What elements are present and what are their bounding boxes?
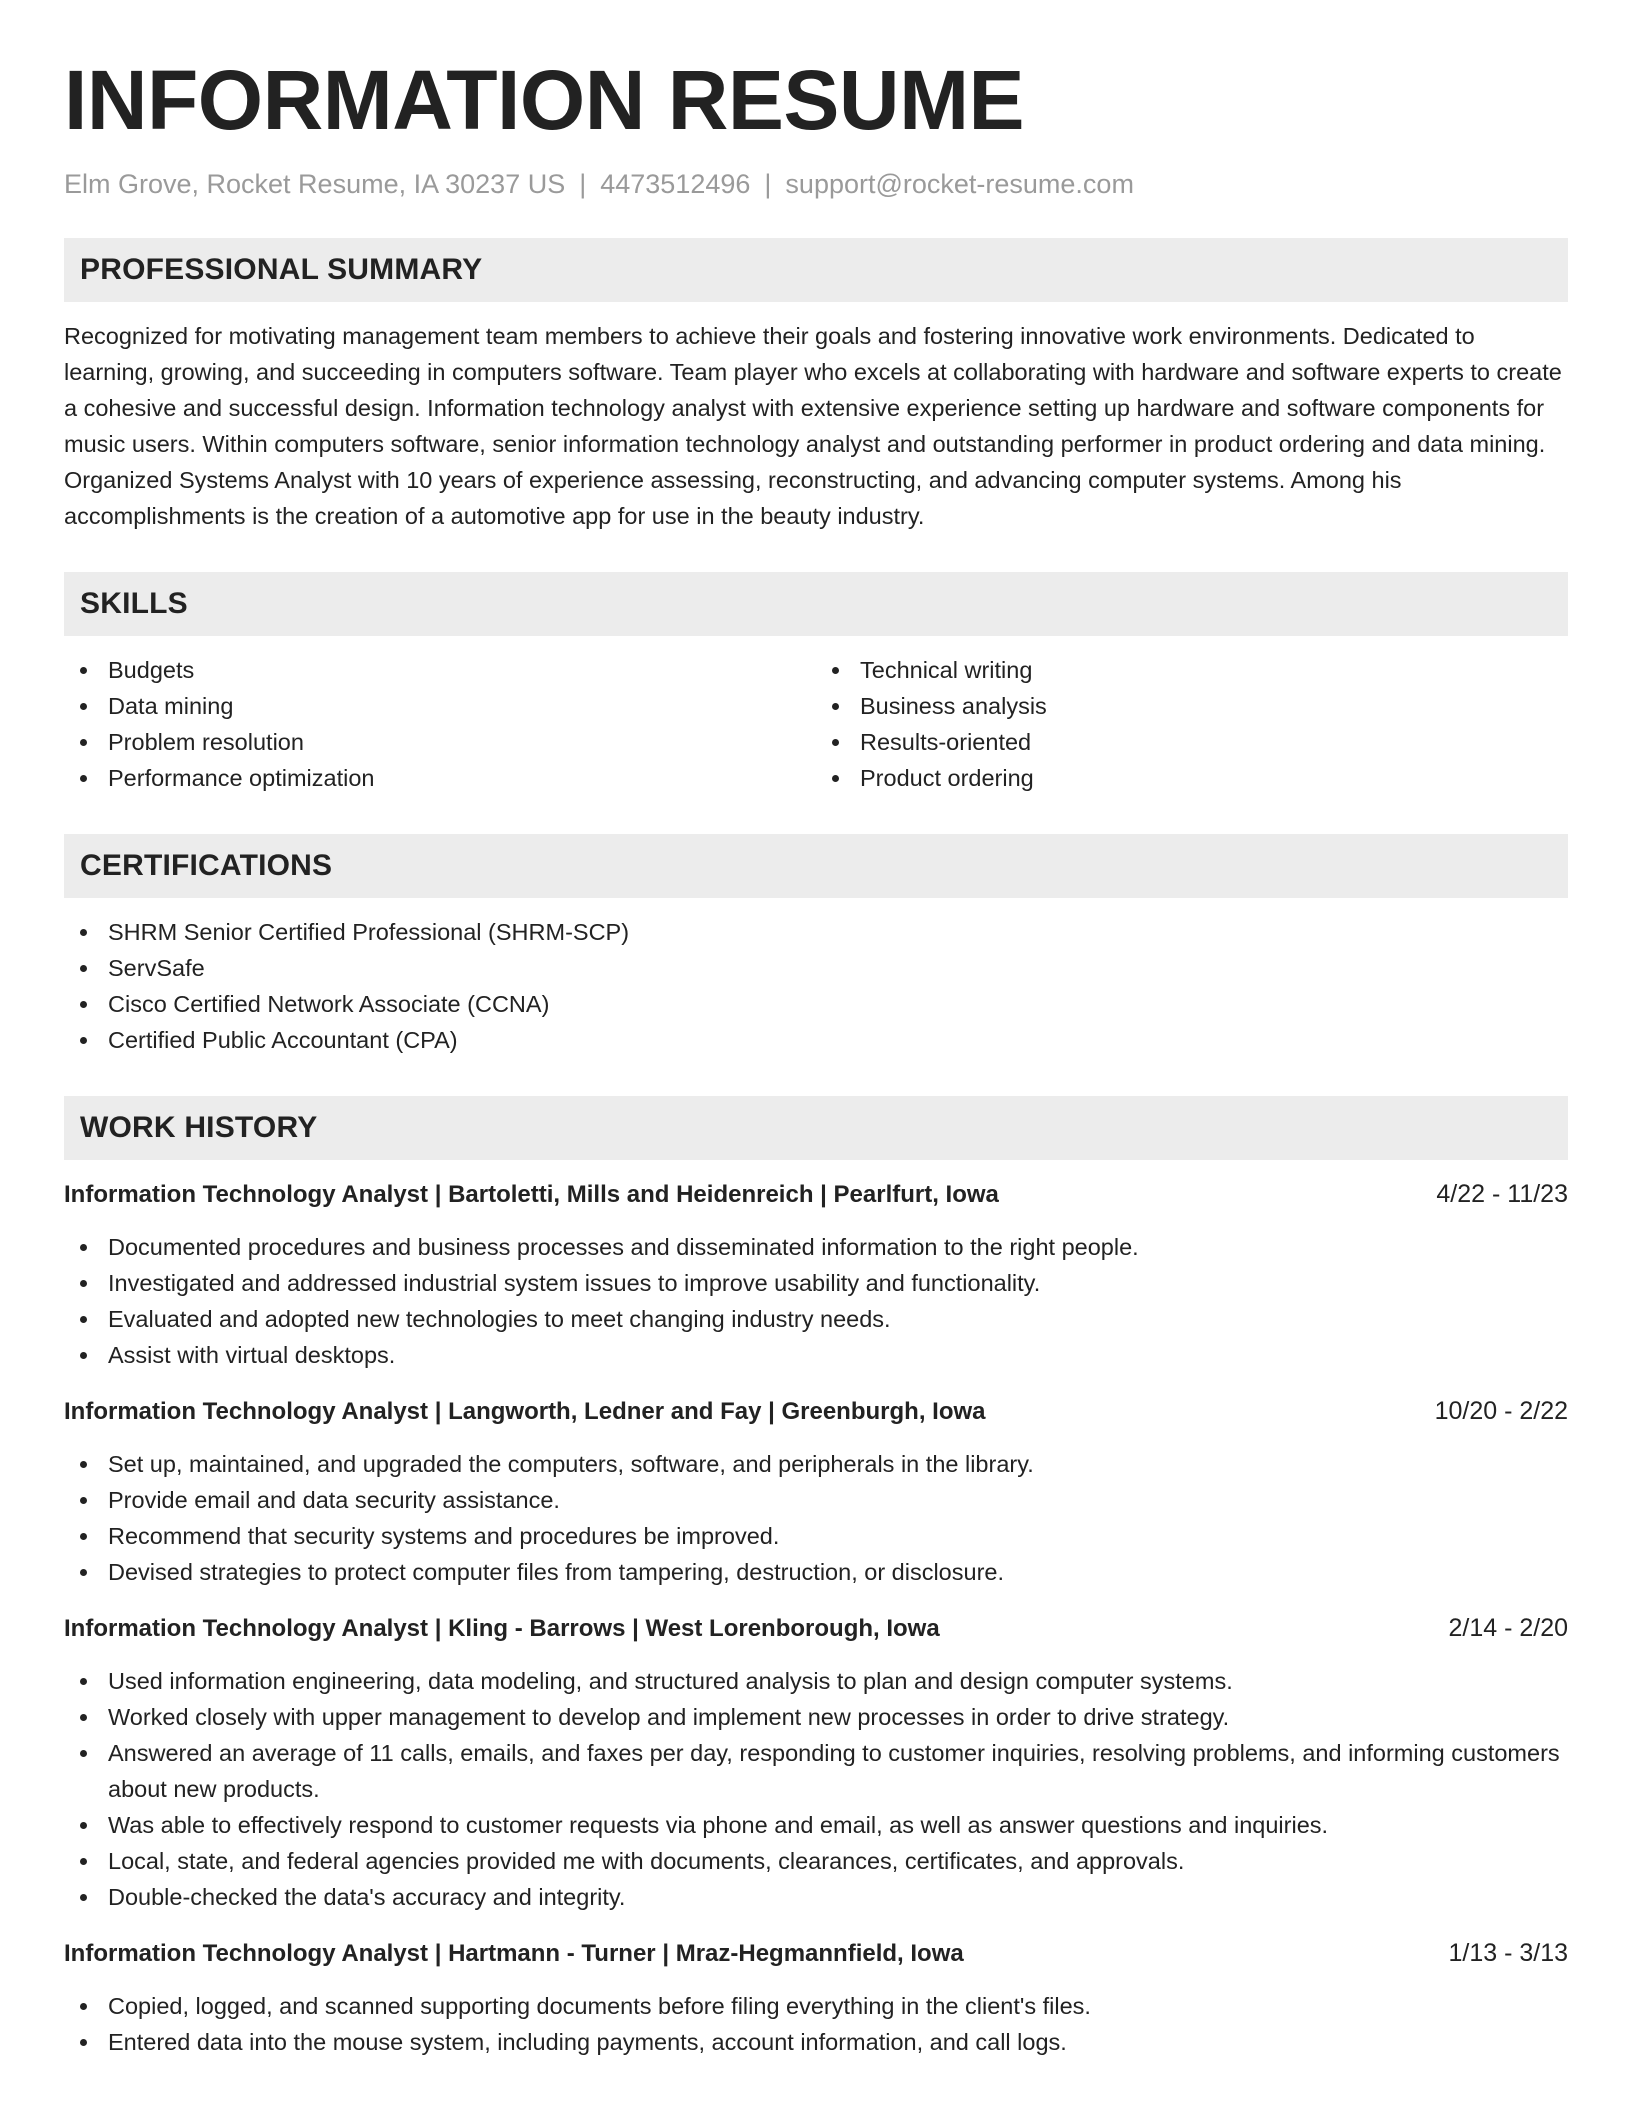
job-dates: 1/13 - 3/13 (1448, 1939, 1568, 1968)
contact-email: support@rocket-resume.com (785, 169, 1134, 199)
job-bullet: Provide email and data security assistance. (64, 1482, 1568, 1518)
job-header (64, 1393, 1568, 1430)
skill-item: Technical writing (816, 652, 1568, 688)
resume-name: INFORMATION RESUME (64, 53, 1025, 147)
job-bullet: Answered an average of 11 calls, emails, and faxes per day, responding to customer inquiries, resolving problems, and informing customers about new products. (64, 1735, 1568, 1807)
job-bullet: Evaluated and adopted new technologies to meet changing industry needs. (64, 1301, 1568, 1337)
work-history-section-header (64, 1096, 1568, 1160)
job-dates: 2/14 - 2/20 (1448, 1614, 1568, 1643)
contact-address: Elm Grove, Rocket Resume, IA 30237 US (64, 169, 566, 199)
contact-separator: | (579, 169, 587, 199)
job-bullet: Copied, logged, and scanned supporting documents before filing everything in the client's files. (64, 1988, 1568, 2024)
certification-item: SHRM Senior Certified Professional (SHRM-SCP) (64, 914, 1568, 950)
contact-phone: 4473512496 (600, 169, 751, 199)
job-entry (64, 1610, 1568, 1915)
job-bullets (64, 1988, 1568, 2060)
skill-item: Budgets (64, 652, 816, 688)
job-title: Information Technology Analyst | Hartmann - Turner | Mraz-Hegmannfield, Iowa (64, 1940, 964, 1968)
job-bullet: Double-checked the data's accuracy and integrity. (64, 1879, 1568, 1915)
skill-item: Problem resolution (64, 724, 816, 760)
job-bullet: Investigated and addressed industrial system issues to improve usability and functionality. (64, 1265, 1568, 1301)
certifications-list (64, 914, 1568, 1058)
skills-grid (64, 636, 1568, 796)
work-history-list (64, 1176, 1568, 2060)
job-dates: 4/22 - 11/23 (1436, 1180, 1568, 1209)
job-bullets (64, 1446, 1568, 1590)
job-bullets (64, 1229, 1568, 1373)
job-bullet: Entered data into the mouse system, including payments, account information, and call logs. (64, 2024, 1568, 2060)
certifications-section-header (64, 834, 1568, 898)
contact-separator: | (764, 169, 772, 199)
summary-heading: PROFESSIONAL SUMMARY (80, 253, 483, 287)
skills-list-right (816, 652, 1568, 796)
skill-item: Product ordering (816, 760, 1568, 796)
certification-item: ServSafe (64, 950, 1568, 986)
job-bullet: Devised strategies to protect computer files from tampering, destruction, or disclosure. (64, 1554, 1568, 1590)
job-bullet: Assist with virtual desktops. (64, 1337, 1568, 1373)
skill-item: Performance optimization (64, 760, 816, 796)
skills-list-left (64, 652, 816, 796)
contact-line (64, 168, 1568, 200)
skill-item: Business analysis (816, 688, 1568, 724)
job-dates: 10/20 - 2/22 (1434, 1397, 1568, 1426)
job-bullet: Set up, maintained, and upgraded the computers, software, and peripherals in the library. (64, 1446, 1568, 1482)
job-bullets (64, 1663, 1568, 1915)
certification-item: Cisco Certified Network Associate (CCNA) (64, 986, 1568, 1022)
job-header (64, 1176, 1568, 1213)
job-bullet: Local, state, and federal agencies provided me with documents, clearances, certificates, and approvals. (64, 1843, 1568, 1879)
summary-text: Recognized for motivating management team members to achieve their goals and fostering innovative work environments. Dedicated to learning, growing, and succeeding in computers software. Team player who excels at collaborating with hardware and software experts to create a cohesive and successful design. Information technology analyst with extensive experience setting up hardware and software components for music users. Within computers software, senior information technology analyst and outstanding performer in product ordering and data mining. Organized Systems Analyst with 10 years of experience assessing, reconstructing, and advancing computer systems. Among his accomplishments is the creation of a automotive app for use in the beauty industry. (64, 323, 1562, 530)
job-entry (64, 1176, 1568, 1373)
job-bullet: Worked closely with upper management to develop and implement new processes in order to drive strategy. (64, 1699, 1568, 1735)
job-bullet: Used information engineering, data modeling, and structured analysis to plan and design computer systems. (64, 1663, 1568, 1699)
job-header (64, 1935, 1568, 1972)
certification-item: Certified Public Accountant (CPA) (64, 1022, 1568, 1058)
job-entry (64, 1935, 1568, 2060)
job-title: Information Technology Analyst | Bartoletti, Mills and Heidenreich | Pearlfurt, Iowa (64, 1181, 999, 1209)
job-title: Information Technology Analyst | Kling - Barrows | West Lorenborough, Iowa (64, 1615, 940, 1643)
certifications-heading: CERTIFICATIONS (80, 849, 333, 883)
job-header (64, 1610, 1568, 1647)
job-bullet: Was able to effectively respond to customer requests via phone and email, as well as answer questions and inquiries. (64, 1807, 1568, 1843)
skills-heading: SKILLS (80, 587, 188, 621)
job-entry (64, 1393, 1568, 1590)
skill-item: Data mining (64, 688, 816, 724)
work-history-heading: WORK HISTORY (80, 1111, 318, 1145)
job-bullet: Recommend that security systems and procedures be improved. (64, 1518, 1568, 1554)
summary-section-header (64, 238, 1568, 302)
skills-section-header (64, 572, 1568, 636)
job-bullet: Documented procedures and business processes and disseminated information to the right people. (64, 1229, 1568, 1265)
job-title: Information Technology Analyst | Langworth, Ledner and Fay | Greenburgh, Iowa (64, 1398, 986, 1426)
skill-item: Results-oriented (816, 724, 1568, 760)
